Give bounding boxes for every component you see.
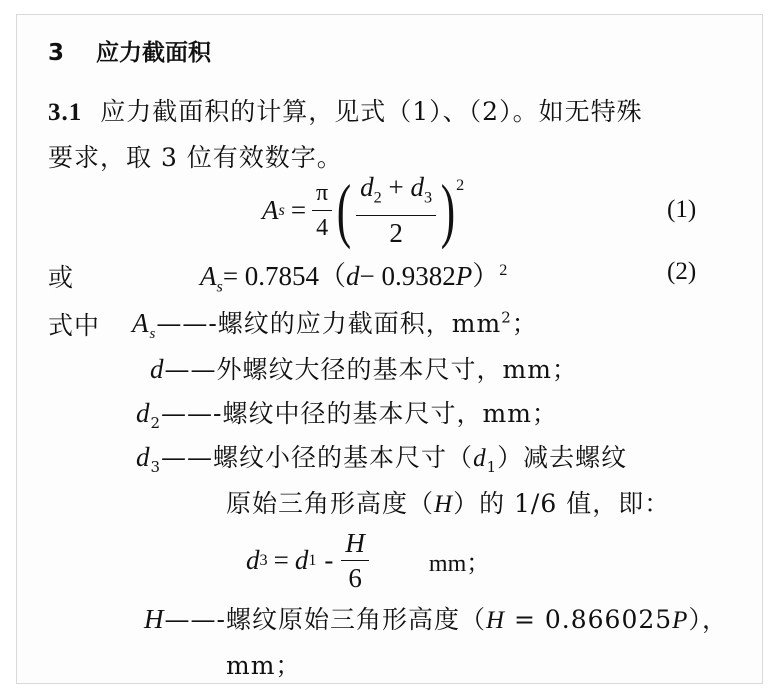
def-d3-d1-sub: 1 [486, 458, 498, 476]
eq2-rhs-pre: = 0.7854（ [222, 261, 347, 291]
def-d3 [136, 438, 627, 476]
def-d2-symbol-sub: 2 [150, 414, 162, 432]
eq1-equals: = [290, 194, 307, 225]
section-number: 3 [48, 40, 65, 66]
d3f-lhs-sub: 3 [259, 550, 268, 569]
def-d3-symbol-sub: 3 [150, 458, 162, 476]
def-as-symbol: A [132, 308, 150, 338]
eq2-tag: (2) [667, 258, 697, 285]
eq2-lhs-sub: s [216, 277, 223, 296]
equation-2 [200, 254, 507, 296]
d3f-equals: = [273, 544, 289, 575]
eq1-denominator: 2 [389, 217, 403, 248]
def-d2-symbol: d [136, 398, 151, 428]
eq1-numerator [356, 172, 436, 215]
def-d3-line2-b: ）的 1/6 值，即： [453, 489, 671, 518]
def-d3-symbol: d [136, 442, 151, 472]
d3f-fraction [341, 528, 369, 593]
eq1-d2: d [360, 172, 374, 203]
def-H-text-a: 螺纹原始三角形高度（ [225, 605, 486, 634]
def-d3-text-b: ）减去螺纹 [497, 443, 628, 472]
eq1-power: 2 [456, 176, 465, 194]
eq2-d: d [346, 261, 360, 291]
def-d [150, 350, 578, 386]
def-d3-H: H [434, 491, 454, 518]
where-label: 式中 [48, 311, 101, 340]
section-heading [48, 34, 211, 67]
eq1-plus: + [388, 172, 404, 203]
eq1-tag: (1) [667, 196, 697, 223]
d3f-numerator: H [341, 528, 369, 561]
def-d3-text-a: 螺纹小径的基本尺寸（ [213, 443, 474, 472]
def-as-dash: ——- [156, 309, 218, 338]
eq1-coef-den: 4 [316, 214, 329, 241]
def-d3-line2-a: 原始三角形高度（ [226, 489, 435, 518]
d3-formula [246, 526, 490, 594]
def-d-dash: —— [164, 355, 217, 384]
eq1-fraction [356, 172, 436, 247]
d3f-minus: - [324, 544, 334, 575]
eq2-power: 2 [499, 261, 508, 279]
subsection-text-1: 应力截面积的计算，见式（1）、（2）。如无特殊 [100, 97, 643, 126]
def-d-symbol: d [150, 354, 165, 384]
def-H-H: H [485, 607, 506, 634]
or-label: 或 [48, 263, 75, 292]
eq1-coef-num: π [312, 178, 332, 211]
def-as-sup: 2 [501, 308, 512, 327]
subsection-number: 3.1 [48, 99, 83, 126]
def-d3-dash: —— [161, 443, 214, 472]
eq1-right-paren: ) [440, 170, 456, 250]
eq1-d2-sub: 2 [373, 188, 382, 207]
def-as-end: ； [511, 309, 538, 338]
eq1-coefficient [312, 178, 332, 243]
equation-1 [262, 170, 464, 250]
eq2-P: P [455, 261, 473, 291]
def-d2 [136, 394, 558, 432]
def-H-P: P [672, 607, 689, 634]
def-as-symbol-sub: s [149, 326, 157, 342]
def-d3-d1: d [473, 445, 487, 472]
def-H-dash: ——- [164, 605, 226, 634]
def-H-line-2: mm； [226, 651, 302, 680]
def-as-text: 螺纹的应力截面积，mm [217, 309, 502, 338]
def-H-text-c: ）， [688, 605, 728, 634]
eq1-d3: d [410, 172, 424, 203]
def-d2-dash: ——- [161, 399, 223, 428]
eq1-lhs: A [262, 194, 279, 225]
def-d3-line-2 [226, 484, 670, 520]
d3f-denominator: 6 [348, 562, 362, 593]
d3f-lhs: d [246, 544, 260, 575]
subsection-line-1 [48, 92, 643, 128]
eq2-rhs-post: ） [472, 261, 500, 291]
def-as [132, 304, 538, 343]
def-H-text-b: = 0.866025 [505, 605, 673, 634]
eq2-mid: − 0.9382 [359, 261, 456, 291]
eq1-left-paren: ( [336, 170, 352, 250]
d3f-d1: d [294, 544, 309, 575]
def-H-symbol: H [144, 604, 165, 634]
def-H [144, 600, 728, 636]
subsection-line-2: 要求，取 3 位有效数字。 [48, 143, 343, 172]
eq1-d3-sub: 3 [423, 188, 433, 207]
d3f-unit: mm； [428, 550, 491, 577]
eq1-lhs-sub: s [278, 200, 285, 219]
def-d2-text: 螺纹中径的基本尺寸，mm； [222, 399, 558, 428]
section-title: 应力截面积 [96, 40, 212, 66]
d3f-d1-sub: 1 [308, 550, 317, 569]
def-d-text: 外螺纹大径的基本尺寸，mm； [216, 355, 578, 384]
eq2-lhs: A [200, 261, 217, 291]
